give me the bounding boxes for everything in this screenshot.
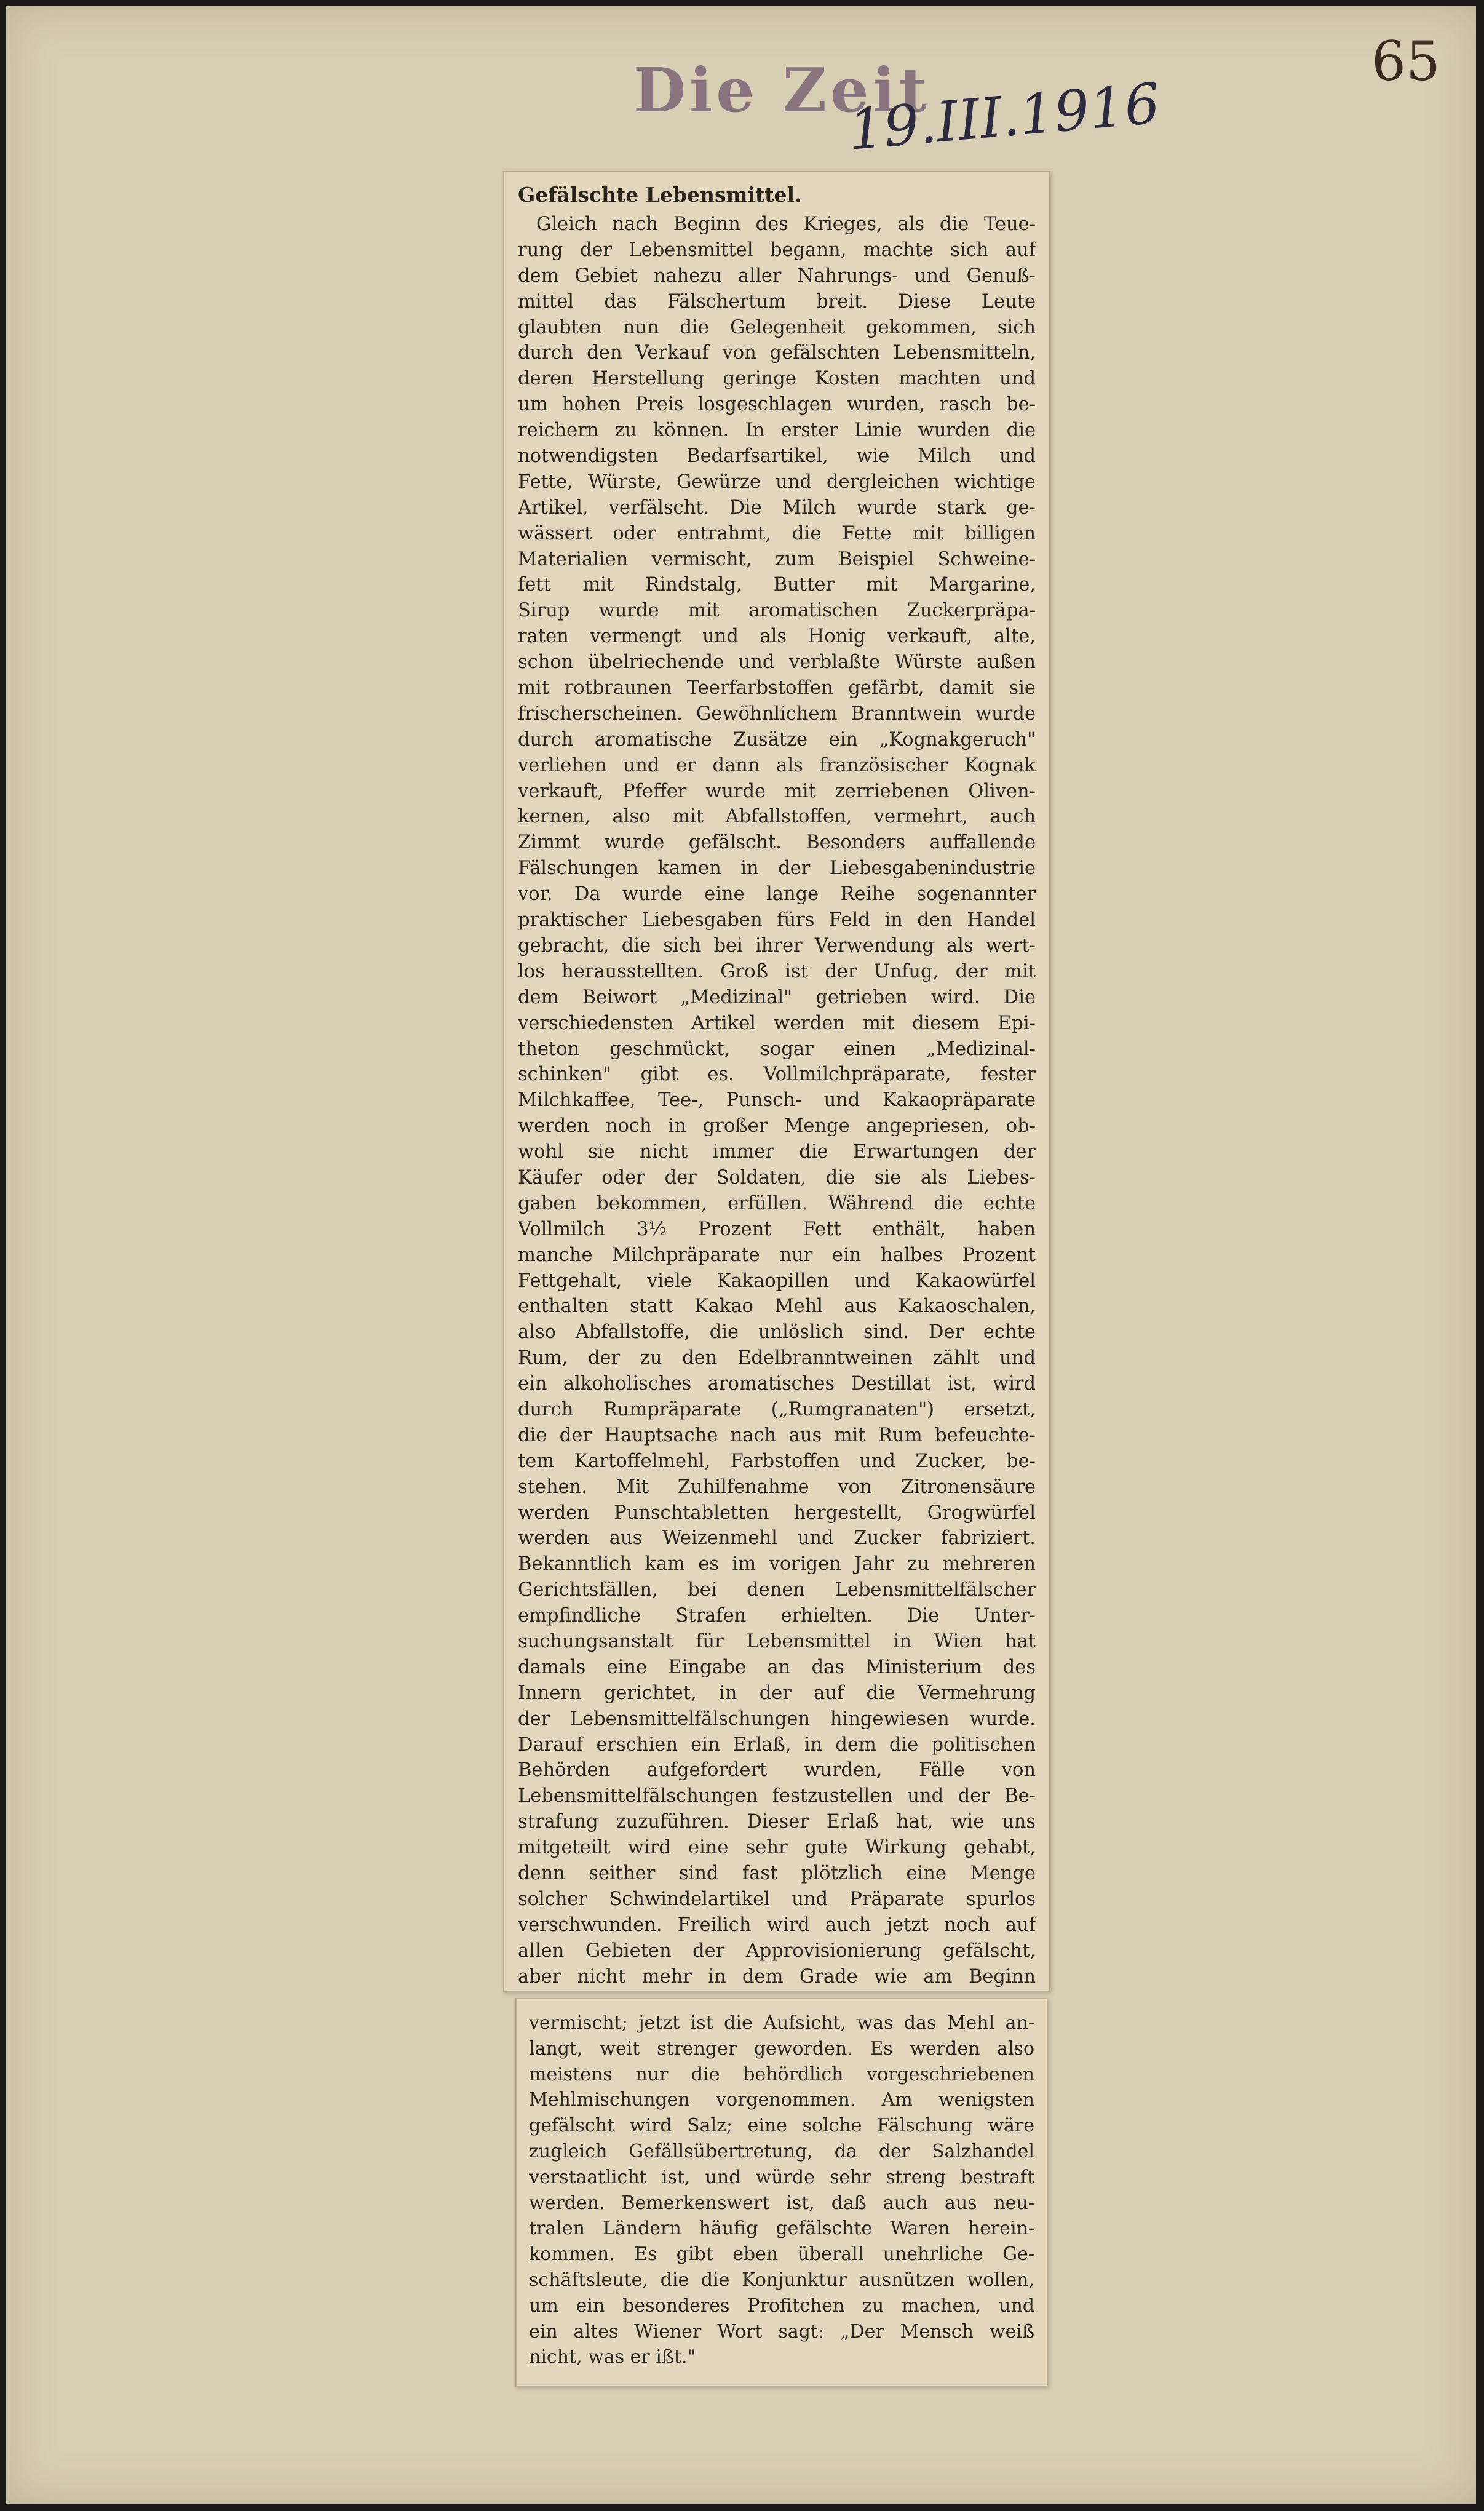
article-text-line: manche Milchpräparate nur ein halbes Prozent: [518, 1244, 1036, 1266]
article-text-line: solcher Schwindelartikel und Präparate spurlos: [518, 1888, 1036, 1910]
article-text-line: Gleich nach Beginn des Krieges, als die Teue-: [536, 213, 1036, 235]
article-text-line: Sirup wurde mit aromatischen Zuckerpräpa-: [518, 600, 1036, 622]
article-text-line: verkauft, Pfeffer wurde mit zerriebenen Oliven-: [518, 780, 1036, 802]
article-text-line: schon übelriechende und verblaßte Würste außen: [518, 651, 1036, 674]
article-text-line: durch Rumpräparate („Rumgranaten") ersetzt,: [518, 1398, 1036, 1420]
article-text-line: dem Gebiet nahezu aller Nahrungs- und Genuß-: [518, 265, 1036, 287]
article-text-line: werden Punschtabletten hergestellt, Grogwürfel: [518, 1502, 1036, 1524]
article-column-2: [529, 2010, 1034, 2370]
article-text-line: schäftsleute, die die Konjunktur ausnützen wollen,: [529, 2269, 1034, 2291]
article-text-line: der Lebensmittelfälschungen hingewiesen wurde.: [518, 1708, 1036, 1730]
article-text-line: Fälschungen kamen in der Liebesgabenindustrie: [518, 858, 1036, 880]
article-text-line: raten vermengt und als Honig verkauft, alte,: [518, 626, 1036, 648]
article-text-line: praktischer Liebesgaben fürs Feld in den Handel: [518, 909, 1036, 931]
article-text-line: nicht, was er ißt.": [529, 2346, 696, 2368]
article-text-line: glaubten nun die Gelegenheit gekommen, sich: [518, 316, 1036, 338]
article-text-line: meistens nur die behördlich vorgeschriebenen: [529, 2063, 1034, 2085]
article-text-line: Innern gerichtet, in der auf die Vermehrung: [518, 1682, 1036, 1704]
article-text-line: stehen. Mit Zuhilfenahme von Zitronensäure: [518, 1476, 1036, 1498]
article-text-line: langt, weit strenger geworden. Es werden also: [529, 2037, 1034, 2059]
article-text-line: zugleich Gefällsübertretung, da der Salzhandel: [529, 2140, 1034, 2162]
article-text-line: durch aromatische Zusätze ein „Kognakgeruch": [518, 728, 1036, 750]
article-text-line: wohl sie nicht immer die Erwartungen der: [518, 1141, 1036, 1163]
article-text-line: um hohen Preis losgeschlagen wurden, rasch be-: [518, 394, 1036, 416]
article-text-line: Gerichtsfällen, bei denen Lebensmittelfälscher: [518, 1579, 1036, 1601]
article-column-1: [518, 212, 1036, 1992]
newspaper-clipping-column-2: [515, 1998, 1048, 2387]
article-text-line: gefälscht wird Salz; eine solche Fälschung wäre: [529, 2115, 1034, 2137]
article-text-line: Käufer oder der Soldaten, die sie als Liebes-: [518, 1166, 1036, 1188]
article-text-line: werden aus Weizenmehl und Zucker fabriziert.: [518, 1527, 1036, 1550]
article-text-line: verliehen und er dann als französischer Kognak: [518, 754, 1036, 776]
article-text-line: Behörden aufgefordert wurden, Fälle von: [518, 1759, 1036, 1781]
article-text-line: durch den Verkauf von gefälschten Lebensmitteln,: [518, 342, 1036, 364]
article-text-line: aber nicht mehr in dem Grade wie am Beginn: [518, 1965, 1036, 1988]
article-text-line: Fette, Würste, Gewürze und dergleichen wichtige: [518, 471, 1036, 493]
article-text-line: Fettgehalt, viele Kakaopillen und Kakaowürfel: [518, 1270, 1036, 1292]
article-text-line: kommen. Es gibt eben überall unehrliche Ge-: [529, 2243, 1034, 2266]
article-text-line: verschiedensten Artikel werden mit diesem Epi-: [518, 1012, 1036, 1034]
article-text-line: empfindliche Strafen erhielten. Die Unter-: [518, 1605, 1036, 1627]
article-text-line: los herausstellten. Groß ist der Unfug, der mit: [518, 960, 1036, 982]
article-text-line: werden. Bemerkenswert ist, daß auch aus neu-: [529, 2192, 1034, 2214]
article-text-line: tem Kartoffelmehl, Farbstoffen und Zucker, be-: [518, 1450, 1036, 1472]
article-title: Gefälschte Lebensmittel.: [518, 183, 802, 207]
article-text-line: tralen Ländern häufig gefälschte Waren herein-: [529, 2218, 1034, 2240]
article-text-line: Vollmilch 3½ Prozent Fett enthält, haben: [518, 1218, 1036, 1240]
article-text-line: um ein besonderes Profitchen zu machen, und: [529, 2294, 1034, 2317]
article-text-line: verschwunden. Freilich wird auch jetzt noch auf: [518, 1914, 1036, 1936]
article-text-line: suchungsanstalt für Lebensmittel in Wien hat: [518, 1630, 1036, 1652]
article-text-line: reichern zu können. In erster Linie wurden die: [518, 420, 1036, 442]
article-text-line: werden noch in großer Menge angepriesen, ob-: [518, 1115, 1036, 1137]
article-text-line: Mehlmischungen vorgenommen. Am wenigsten: [529, 2089, 1034, 2111]
article-text-line: enthalten statt Kakao Mehl aus Kakaoschalen,: [518, 1295, 1036, 1318]
article-text-line: schinken" gibt es. Vollmilchpräparate, fester: [518, 1064, 1036, 1086]
article-text-line: strafung zuzuführen. Dieser Erlaß hat, wie uns: [518, 1811, 1036, 1833]
article-text-line: mit rotbraunen Teerfarbstoffen gefärbt, damit sie: [518, 677, 1036, 699]
newspaper-stamp: Die Zeit: [633, 55, 931, 126]
article-text-line: Artikel, verfälscht. Die Milch wurde stark ge-: [518, 496, 1036, 519]
article-text-line: allen Gebieten der Approvisionierung gefälscht,: [518, 1940, 1036, 1962]
article-text-line: Bekanntlich kam es im vorigen Jahr zu mehreren: [518, 1553, 1036, 1575]
article-text-line: vermischt; jetzt ist die Aufsicht, was das Mehl an-: [529, 2012, 1034, 2034]
article-text-line: fett mit Rindstalg, Butter mit Margarine,: [518, 574, 1036, 596]
article-text-line: frischerscheinen. Gewöhnlichem Branntwein wurde: [518, 702, 1036, 725]
article-text-line: Rum, der zu den Edelbranntweinen zählt und: [518, 1347, 1036, 1369]
page-number: 65: [1371, 30, 1440, 93]
newspaper-clipping-column-1: [503, 171, 1050, 1992]
article-text-line: die der Hauptsache nach aus mit Rum befeuchte-: [518, 1424, 1036, 1446]
article-text-line: theton geschmückt, sogar einen „Medizinal-: [518, 1038, 1036, 1060]
article-text-line: gebracht, die sich bei ihrer Verwendung als wert-: [518, 934, 1036, 957]
article-text-line: also Abfallstoffe, die unlöslich sind. Der echte: [518, 1321, 1036, 1343]
article-text-line: wässert oder entrahmt, die Fette mit billigen: [518, 522, 1036, 544]
article-text-line: notwendigsten Bedarfsartikel, wie Milch und: [518, 445, 1036, 468]
article-text-line: Darauf erschien ein Erlaß, in dem die politischen: [518, 1733, 1036, 1756]
article-text-line: verstaatlicht ist, und würde sehr streng bestraft: [529, 2166, 1034, 2188]
article-text-line: mittel das Fälschertum breit. Diese Leute: [518, 290, 1036, 312]
article-text-line: rung der Lebensmittel begann, machte sich auf: [518, 239, 1036, 261]
article-text-line: Lebensmittelfälschungen festzustellen und der Be-: [518, 1785, 1036, 1807]
article-text-line: gaben bekommen, erfüllen. Während die echte: [518, 1192, 1036, 1214]
article-text-line: mitgeteilt wird eine sehr gute Wirkung gehabt,: [518, 1837, 1036, 1859]
article-text-line: Milchkaffee, Tee-, Punsch- und Kakaopräparate: [518, 1089, 1036, 1112]
article-text-line: denn seither sind fast plötzlich eine Menge: [518, 1863, 1036, 1884]
article-text-line: kernen, also mit Abfallstoffen, vermehrt, auch: [518, 806, 1036, 828]
article-text-line: [518, 1989, 1036, 1992]
article-text-line: damals eine Eingabe an das Ministerium des: [518, 1656, 1036, 1678]
article-text-line: dem Beiwort „Medizinal" getrieben wird. Die: [518, 986, 1036, 1008]
article-text-line: ein altes Wiener Wort sagt: „Der Mensch weiß: [529, 2320, 1034, 2342]
handwritten-date: 19.III.1916: [846, 71, 1163, 163]
article-text-line: ein alkoholisches aromatisches Destillat ist, wird: [518, 1373, 1036, 1395]
article-text-line: Materialien vermischt, zum Beispiel Schweine-: [518, 548, 1036, 570]
archive-sheet: [6, 6, 1476, 2504]
article-text-line: vor. Da wurde eine lange Reihe sogenannter: [518, 883, 1036, 905]
article-text-line: Zimmt wurde gefälscht. Besonders auffallende: [518, 832, 1036, 854]
article-text-line: deren Herstellung geringe Kosten machten und: [518, 368, 1036, 390]
